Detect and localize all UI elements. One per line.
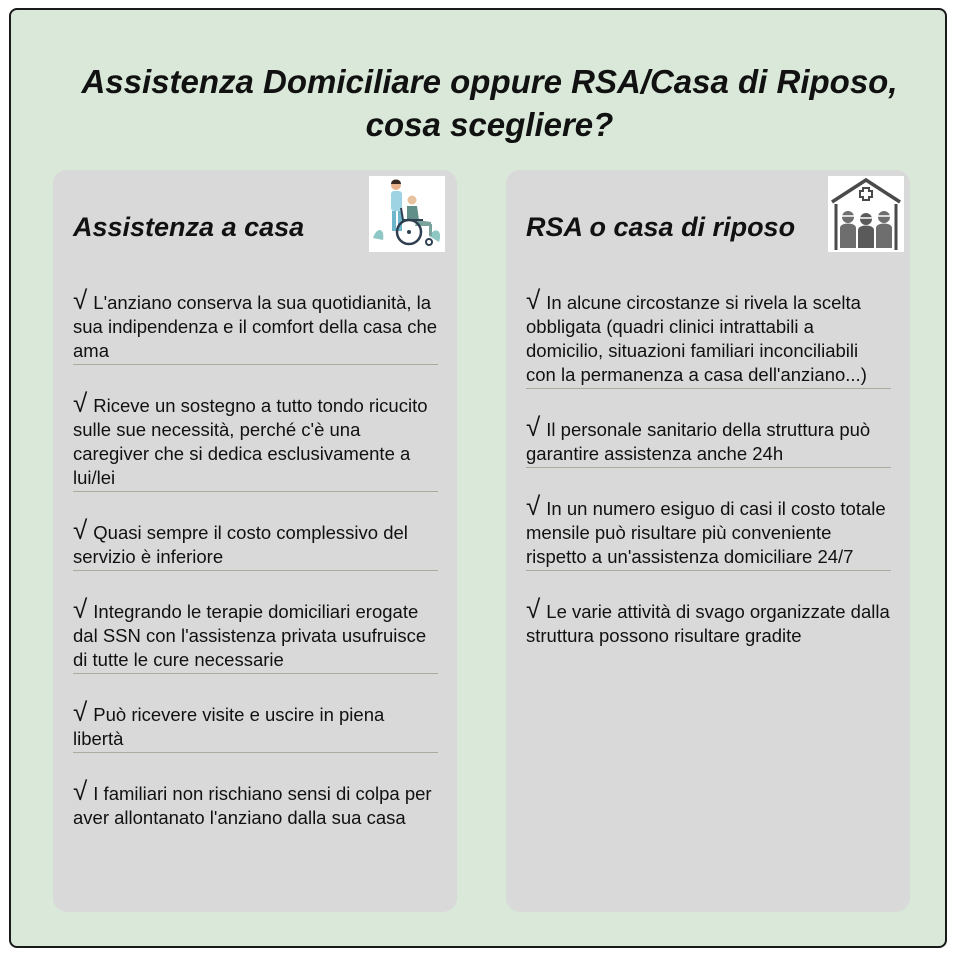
list-item: √ Quasi sempre il costo complessivo del servizio è inferiore	[73, 518, 438, 571]
list-item: √ In un numero esiguo di casi il costo totale mensile può risultare più conveniente rispetto a un'assistenza domiciliare 24/7	[526, 494, 891, 571]
home-care-list	[73, 285, 438, 857]
list-item: √ I familiari non rischiano sensi di colpa per aver allontanato l'anziano dalla sua casa	[73, 776, 432, 828]
check-icon: √	[526, 491, 541, 521]
check-icon: √	[526, 412, 541, 442]
home-care-heading: Assistenza a casa	[73, 212, 305, 242]
page-title: Assistenza Domiciliare oppure RSA/Casa di Riposo, cosa scegliere?	[81, 63, 898, 143]
caregiver-wheelchair-icon	[369, 176, 445, 252]
list-item: √ L'anziano conserva la sua quotidianità, la sua indipendenza e il comfort della casa che ama	[73, 288, 438, 365]
check-icon: √	[526, 594, 541, 624]
check-icon: √	[73, 594, 88, 624]
check-icon: √	[73, 776, 88, 806]
nursing-home-heading: RSA o casa di riposo	[526, 212, 796, 242]
list-item: √ Le varie attività di svago organizzate dalla struttura possono risultare gradite	[526, 594, 890, 646]
list-item: √ Integrando le terapie domiciliari erogate dal SSN con l'assistenza privata usufruisce di tutte le cure necessarie	[73, 597, 438, 674]
list-item: √ Riceve un sostegno a tutto tondo ricucito sulle sue necessità, perché c'è una caregiver che si dedica esclusivamente a lui/lei	[73, 391, 438, 492]
home-care-card	[53, 170, 457, 912]
infographic-frame	[9, 8, 947, 948]
check-icon: √	[73, 515, 88, 545]
check-icon: √	[73, 285, 88, 315]
nursing-home-icon	[828, 176, 904, 252]
check-icon: √	[526, 285, 541, 315]
list-item: √ Può ricevere visite e uscire in piena libertà	[73, 700, 438, 753]
list-item: √ Il personale sanitario della struttura può garantire assistenza anche 24h	[526, 415, 891, 468]
check-icon: √	[73, 697, 88, 727]
nursing-home-card	[506, 170, 910, 912]
check-icon: √	[73, 388, 88, 418]
nursing-home-list	[526, 285, 891, 675]
list-item: √ In alcune circostanze si rivela la scelta obbligata (quadri clinici intrattabili a domicilio, situazioni familiari inconciliabili con la permanenza a casa dell'anziano...)	[526, 288, 891, 389]
